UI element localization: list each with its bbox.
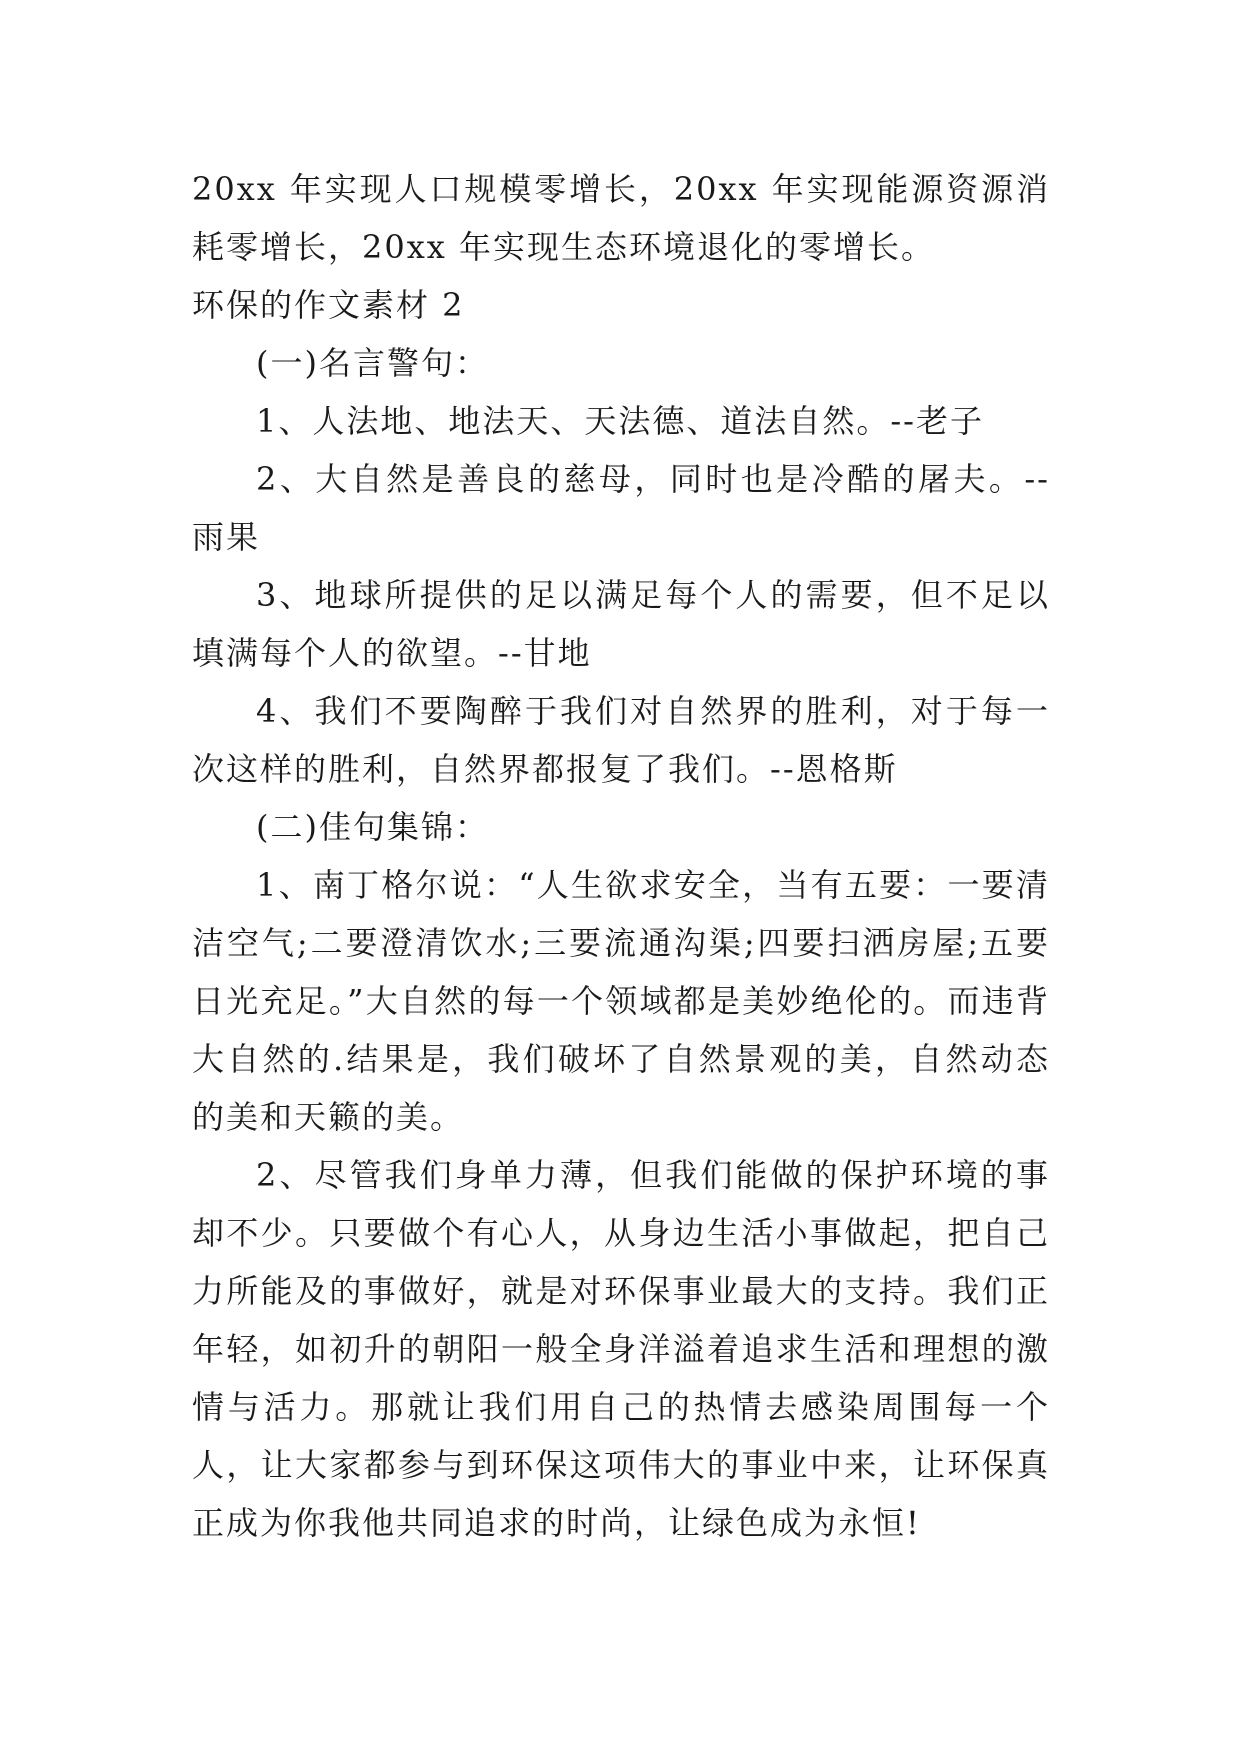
document-page (192, 160, 1050, 1552)
quote-item: 1、人法地、地法天、天法德、道法自然。--老子 (256, 402, 984, 440)
intro-paragraph: 20xx 年实现人口规模零增长，20xx 年实现能源资源消耗零增长，20xx 年实现生态环境退化的零增长。 (192, 170, 1050, 266)
excerpt-item: 2、尽管我们身单力薄，但我们能做的保护环境的事却不少。只要做个有心人，从身边生活小事做起，把自己力所能及的事做好，就是对环保事业最大的支持。我们正年轻，如初升的朝阳一般全身洋溢着追求生活和理想的激情与活力。那就让我们用自己的热情去感染周围每一个人，让大家都参与到环保这项伟大的事业中来，让环保真正成为你我他共同追求的时尚，让绿色成为永恒! (192, 1156, 1050, 1542)
quote-item: 3、地球所提供的足以满足每个人的需要，但不足以填满每个人的欲望。--甘地 (192, 576, 1050, 672)
part2-heading: (二)佳句集锦： (256, 808, 489, 846)
part1-heading: (一)名言警句： (256, 344, 489, 382)
quote-item: 2、大自然是善良的慈母，同时也是冷酷的屠夫。--雨果 (192, 460, 1050, 556)
quote-item: 4、我们不要陶醉于我们对自然界的胜利，对于每一次这样的胜利，自然界都报复了我们。--恩格斯 (192, 692, 1050, 788)
section-title: 环保的作文素材 2 (192, 286, 465, 324)
excerpt-item: 1、南丁格尔说：“人生欲求安全，当有五要：一要清洁空气;二要澄清饮水;三要流通沟渠;四要扫洒房屋;五要日光充足。”大自然的每一个领域都是美妙绝伦的。而违背大自然的.结果是，我们破坏了自然景观的美，自然动态的美和天籁的美。 (192, 866, 1050, 1136)
